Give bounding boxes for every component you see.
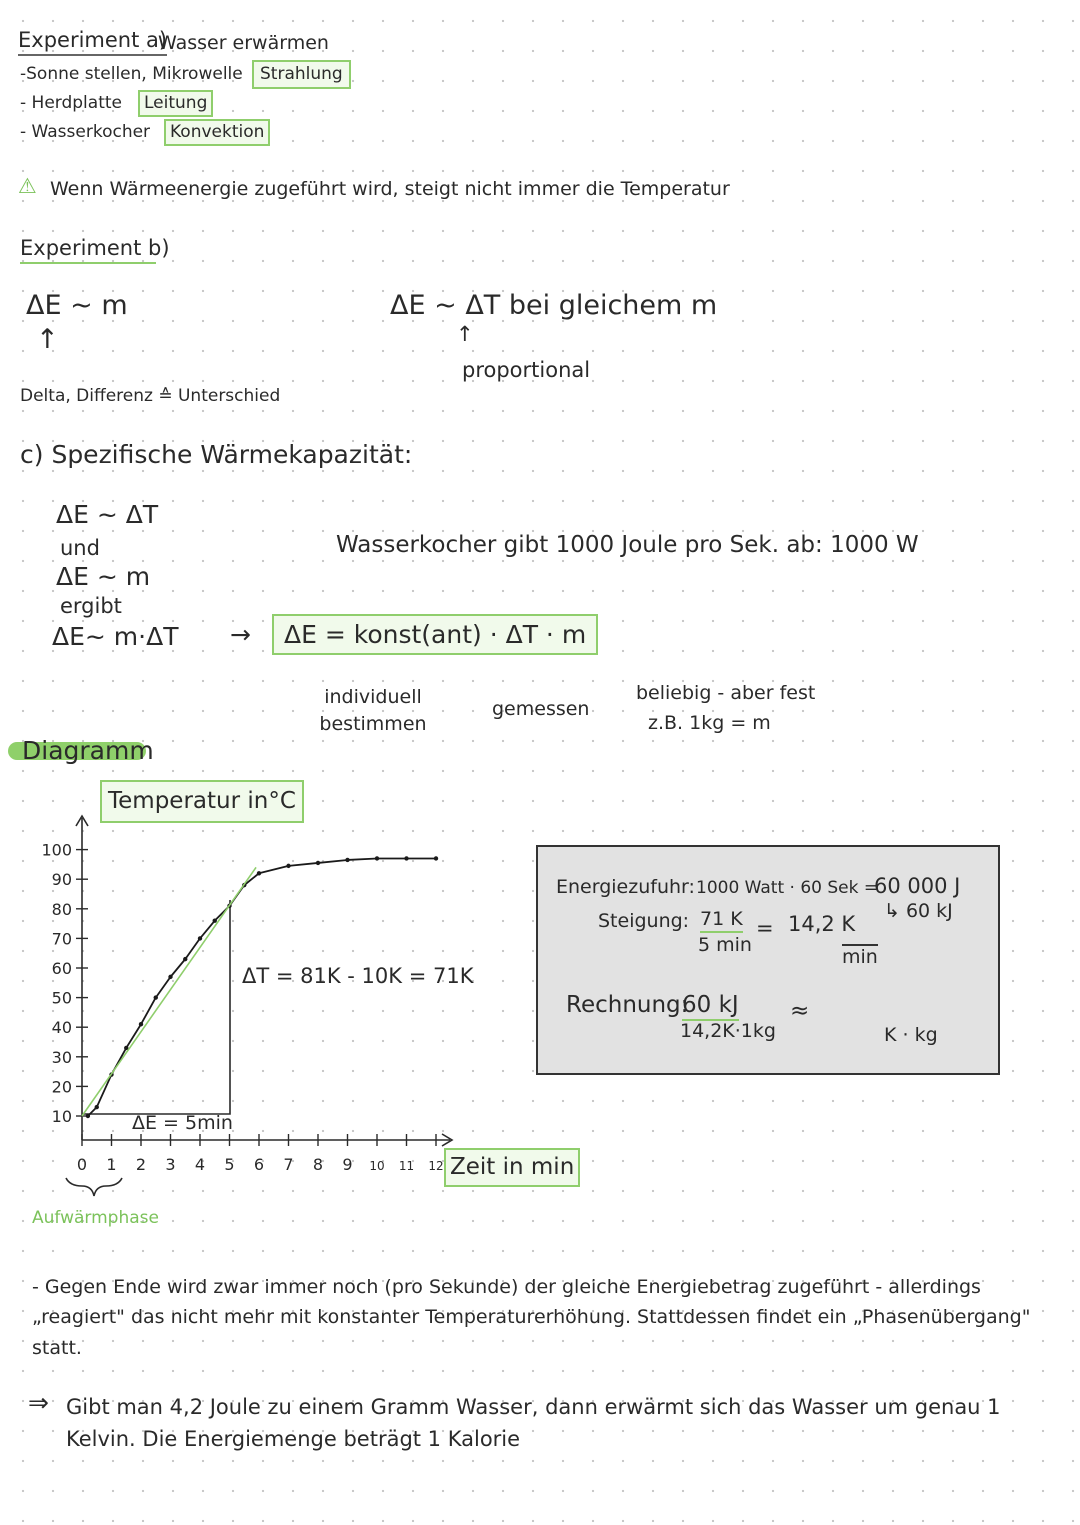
x-tick-label: 11 [398, 1159, 415, 1173]
slope-equals: = [756, 916, 774, 940]
data-point [95, 1105, 99, 1109]
tag-konvektion: Konvektion [164, 119, 270, 146]
data-point [404, 856, 408, 860]
experiment-a-subtitle: Wasser erwärmen [158, 32, 329, 54]
x-tick-label: 0 [76, 1155, 88, 1174]
data-point [316, 861, 320, 865]
label-gemessen: gemessen [492, 698, 590, 720]
formula-line: und [60, 536, 100, 560]
y-tick-label: 80 [51, 899, 72, 919]
formula-line: ΔE ~ m [56, 562, 151, 591]
data-point [183, 957, 187, 961]
conclusion-arrow-icon: ⇒ [28, 1388, 49, 1417]
temperature-series-line [88, 858, 436, 1116]
up-arrow-icon: ↑ [36, 324, 59, 355]
list-item: - Wasserkocher [20, 122, 151, 142]
tag-strahlung: Strahlung [252, 60, 351, 89]
y-tick-label: 70 [51, 929, 72, 949]
notes-paragraph: - Gegen Ende wird zwar immer noch (pro Sekunde) der gleiche Energiebetrag zugeführt - allerdings „reagiert" das nicht mehr mit konstanter Temperaturerhöhung. Stattdessen findet ein „Phasenübergang" statt. [32, 1276, 1031, 1359]
up-arrow-icon: ↑ [456, 322, 474, 346]
data-point [434, 856, 438, 860]
formula-line: ΔE ~ ΔT [56, 500, 159, 529]
list-item: -Sonne stellen, Mikrowelle [20, 64, 243, 84]
data-point [257, 871, 261, 875]
x-axis-label: Zeit in min [444, 1148, 580, 1187]
calc-result-den: K · kg [884, 1024, 938, 1046]
data-point [168, 975, 172, 979]
slope-denominator: 5 min [698, 934, 752, 956]
warning-icon: ⚠ [18, 174, 37, 198]
experiment-a-title: Experiment a) [18, 30, 167, 56]
x-tick-label: 1 [106, 1155, 117, 1174]
data-point [154, 995, 158, 999]
kettle-note: Wasserkocher gibt 1000 Joule pro Sek. ab: 1000 W [336, 532, 919, 558]
x-tick-label: 7 [283, 1155, 294, 1174]
label-beispiel: z.B. 1kg = m [648, 712, 771, 734]
energy-label: Energiezufuhr: [556, 876, 695, 898]
y-axis-label: Temperatur in°C [100, 780, 304, 823]
formula-box: ΔE = konst(ant) · ΔT · m [272, 614, 598, 655]
conclusion-text: Gibt man 4,2 Joule zu einem Gramm Wasser, dann erwärmt sich das Wasser um genau 1 Kelvin. Die Energiemenge beträgt 1 Kalorie [66, 1395, 1001, 1451]
experiment-b-title: Experiment b) [20, 238, 156, 264]
formula-line: ΔE~ m·ΔT [52, 622, 179, 651]
data-point [139, 1022, 143, 1026]
y-tick-label: 20 [51, 1077, 72, 1097]
data-point [198, 936, 202, 940]
delta-bracket [82, 900, 230, 1114]
y-tick-label: 100 [41, 840, 72, 860]
list-item: - Herdplatte [20, 93, 122, 113]
calc-approx: ≈ [790, 998, 810, 1024]
section-c-title: c) Spezifische Wärmekapazität: [20, 440, 413, 469]
data-point [375, 856, 379, 860]
slope-result-num: 14,2 K [788, 912, 856, 936]
slope-result-den: min [842, 946, 878, 968]
diagram-heading: Diagramm [22, 736, 154, 765]
energy-expr: 1000 Watt · 60 Sek = [696, 878, 879, 898]
proportional-label: proportional [462, 358, 591, 382]
x-tick-label: 8 [312, 1155, 324, 1174]
data-point [345, 858, 349, 862]
y-tick-label: 60 [51, 959, 72, 978]
label-individuell: individuell bestimmen [319, 686, 427, 735]
aufwaermphase-brace [66, 1178, 122, 1196]
x-tick-label: 12 [428, 1159, 444, 1173]
label-beliebig: beliebig - aber fest [636, 682, 816, 704]
formula-right: ΔE ~ ΔT bei gleichem m [390, 290, 718, 321]
x-tick-label: 10 [369, 1159, 385, 1173]
delta-t-note: ΔT = 81K - 10K = 71K [242, 964, 474, 988]
formula-left: ΔE ~ m [26, 290, 128, 321]
slope-label: Steigung: [598, 910, 690, 932]
energy-value: 60 000 J [874, 874, 961, 898]
slope-numerator: 71 K [700, 910, 743, 933]
y-tick-label: 10 [51, 1107, 72, 1126]
delta-note: Delta, Differenz ≙ Unterschied [20, 386, 281, 406]
x-tick-label: 9 [342, 1155, 353, 1174]
x-tick-label: 6 [253, 1155, 265, 1174]
x-tick-label: 3 [165, 1155, 176, 1174]
calc-numerator: 60 kJ [682, 994, 739, 1021]
calc-label: Rechnung: [566, 992, 689, 1018]
y-tick-label: 40 [51, 1018, 72, 1038]
warmup-label: Aufwärmphase [32, 1208, 159, 1228]
y-tick-label: 50 [51, 988, 72, 1008]
energy-conversion: ↳ 60 kJ [884, 900, 953, 922]
data-point [286, 864, 290, 868]
data-point [86, 1114, 90, 1118]
formula-line: ergibt [60, 594, 122, 618]
tag-leitung: Leitung [138, 90, 213, 117]
data-point [213, 918, 217, 922]
y-tick-label: 30 [51, 1047, 72, 1067]
implies-arrow-icon: → [230, 620, 251, 649]
x-tick-label: 2 [135, 1155, 147, 1174]
warning-text: Wenn Wärmeenergie zugeführt wird, steigt nicht immer die Temperatur [50, 178, 730, 200]
calc-denominator: 14,2K·1kg [680, 1020, 776, 1042]
x-tick-label: 5 [224, 1155, 235, 1174]
delta-e-note: ΔE = 5min [132, 1112, 233, 1134]
y-tick-label: 90 [51, 870, 72, 890]
x-tick-label: 4 [194, 1155, 206, 1174]
